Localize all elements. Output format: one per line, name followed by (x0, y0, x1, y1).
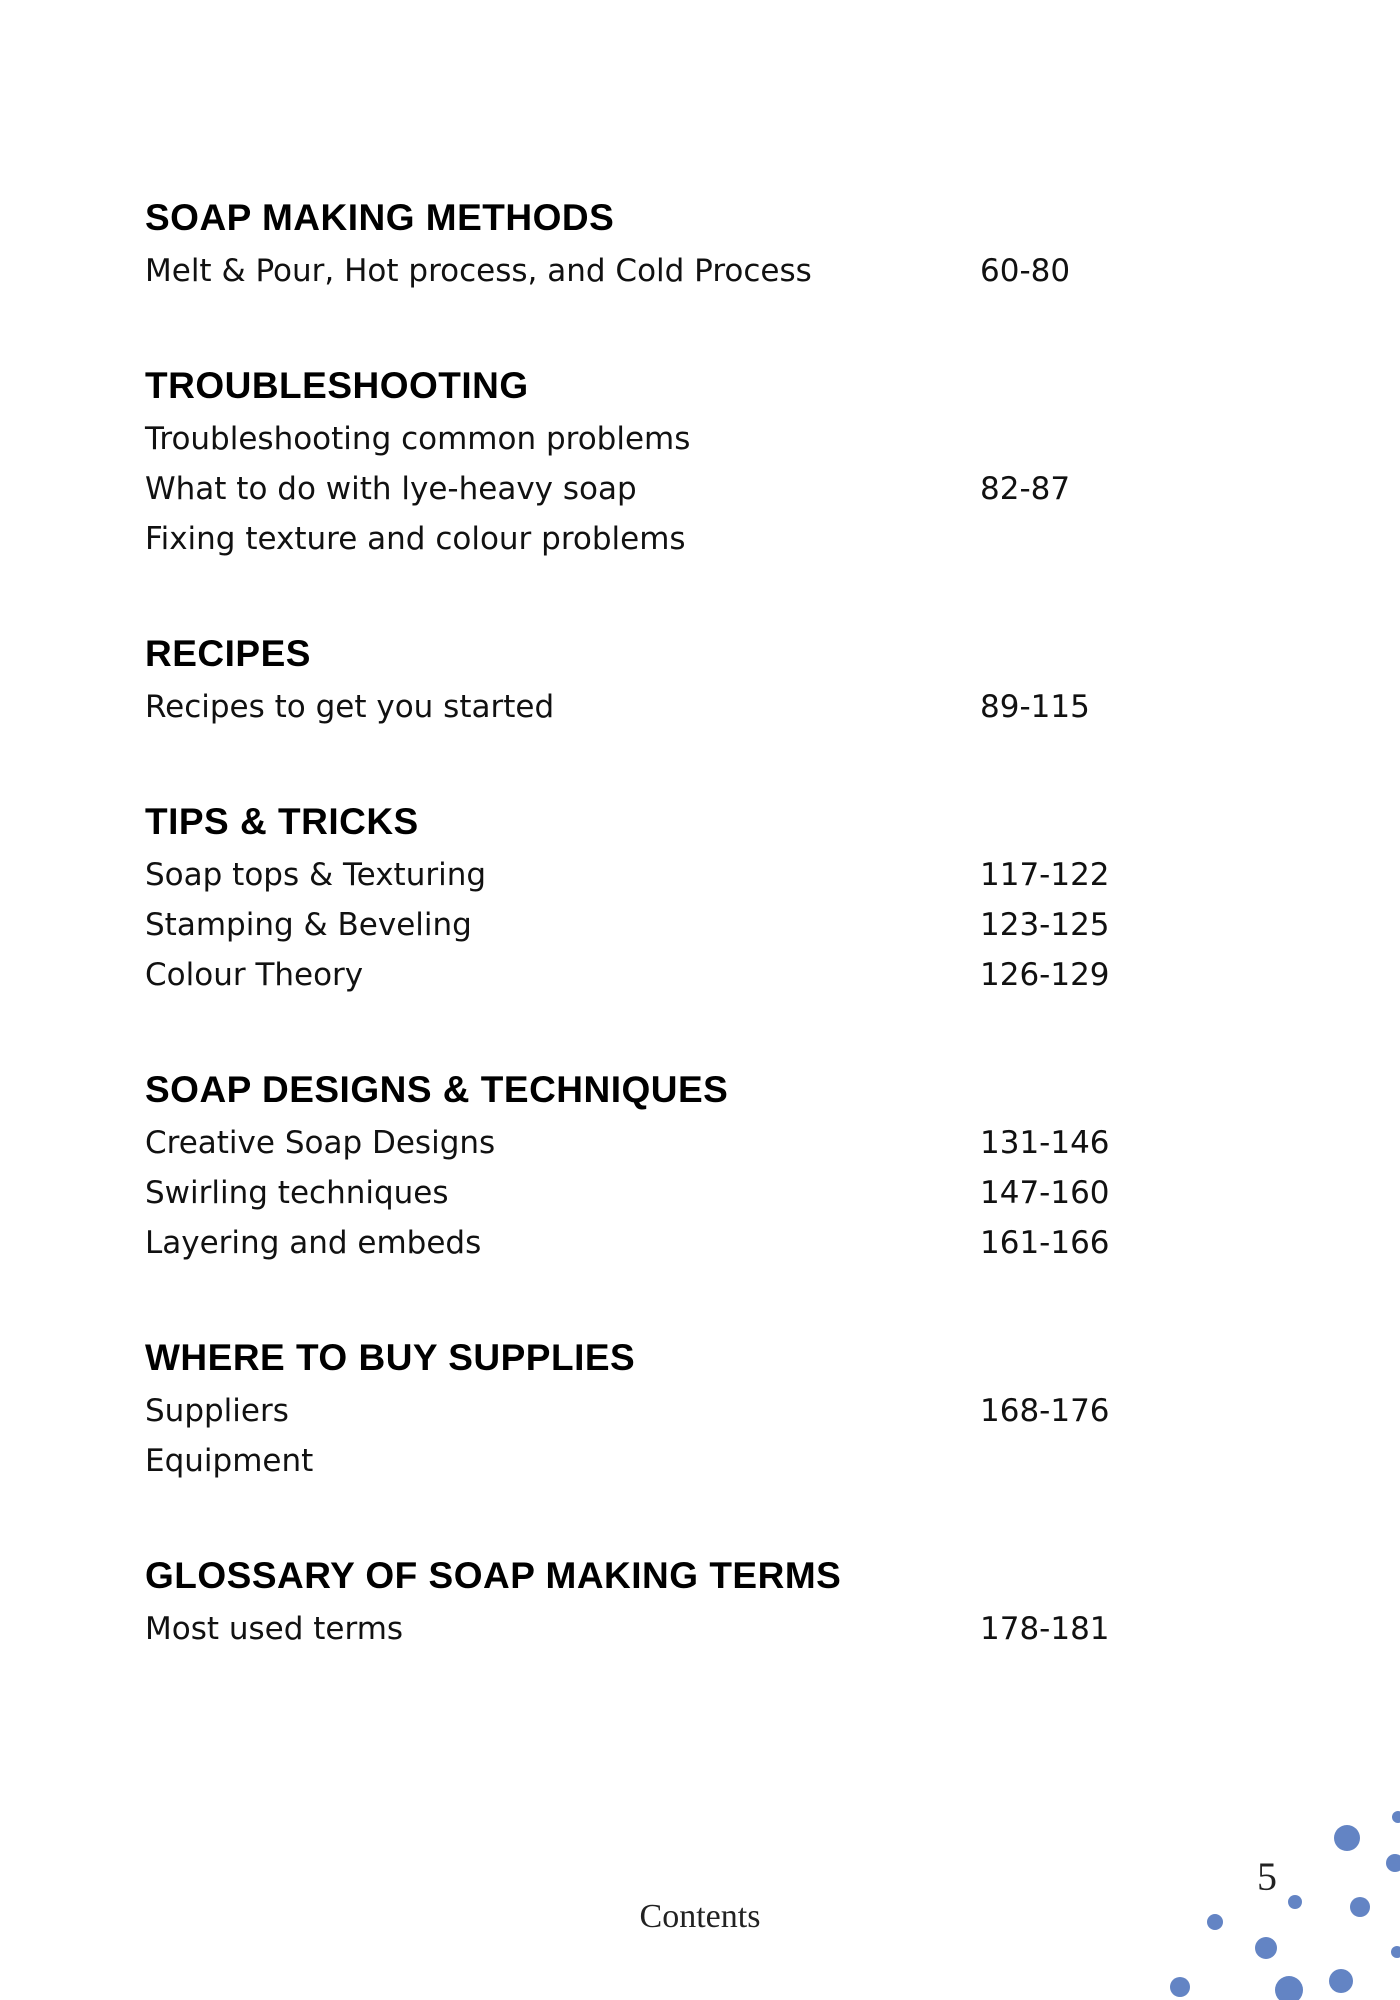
entry-label: Troubleshooting common problems (145, 421, 691, 457)
section-title: TROUBLESHOOTING (145, 365, 529, 406)
section-title: TIPS & TRICKS (145, 801, 419, 842)
entry-pages: 126-129 (980, 957, 1110, 993)
decorative-dot (1392, 1811, 1400, 1823)
entry-pages: 147-160 (980, 1175, 1110, 1211)
entry-pages: 161-166 (980, 1225, 1110, 1261)
entry-pages: 89-115 (980, 689, 1090, 725)
entry-label: Most used terms (145, 1611, 404, 1647)
entry-label: Equipment (145, 1443, 314, 1479)
section-title: RECIPES (145, 633, 311, 674)
toc-section (145, 358, 1145, 564)
entry-label: Stamping & Beveling (145, 907, 472, 943)
toc-section (145, 626, 1145, 732)
toc-section (145, 1062, 1145, 1268)
entry-pages: 82-87 (980, 471, 1071, 507)
toc-entry (145, 950, 1145, 1000)
section-title: SOAP DESIGNS & TECHNIQUES (145, 1069, 729, 1110)
entry-label: Creative Soap Designs (145, 1125, 496, 1161)
decorative-dot (1386, 1854, 1400, 1872)
entry-label: Soap tops & Texturing (145, 857, 487, 893)
decorative-dot (1255, 1937, 1277, 1959)
table-of-contents (145, 190, 1145, 1716)
entry-label: Suppliers (145, 1393, 289, 1429)
entry-pages: 178-181 (980, 1611, 1110, 1647)
toc-entry (145, 1604, 1145, 1654)
entry-pages: 131-146 (980, 1125, 1110, 1161)
toc-entry (145, 1118, 1145, 1168)
toc-section (145, 1330, 1145, 1486)
decorative-dot (1329, 1969, 1353, 1993)
entry-label: Colour Theory (145, 957, 364, 993)
entry-label: Fixing texture and colour problems (145, 521, 686, 557)
toc-entry (145, 850, 1145, 900)
toc-entry (145, 1386, 1145, 1436)
toc-entry (145, 900, 1145, 950)
toc-section (145, 1548, 1145, 1654)
toc-entry (145, 682, 1145, 732)
toc-entry (145, 1218, 1145, 1268)
section-title: SOAP MAKING METHODS (145, 197, 615, 238)
entry-pages: 123-125 (980, 907, 1110, 943)
decorative-dot (1170, 1977, 1190, 1997)
toc-entry (145, 246, 1145, 296)
section-title: GLOSSARY OF SOAP MAKING TERMS (145, 1555, 842, 1596)
entry-label: Swirling techniques (145, 1175, 449, 1211)
section-title: WHERE TO BUY SUPPLIES (145, 1337, 636, 1378)
toc-entry (145, 514, 1145, 564)
decorative-dot (1391, 1946, 1400, 1958)
entry-label: Melt & Pour, Hot process, and Cold Process (145, 253, 812, 289)
toc-section (145, 794, 1145, 1000)
entry-label: Layering and embeds (145, 1225, 482, 1261)
entry-pages: 117-122 (980, 857, 1110, 893)
decorative-dot (1334, 1825, 1360, 1851)
page-number: 5 (1257, 1854, 1277, 1899)
toc-entry (145, 1436, 1145, 1486)
entry-pages: 168-176 (980, 1393, 1110, 1429)
toc-entry (145, 414, 1145, 464)
toc-section (145, 190, 1145, 296)
entry-label: Recipes to get you started (145, 689, 555, 725)
footer-label: Contents (639, 1898, 761, 1935)
toc-entry (145, 1168, 1145, 1218)
decorative-dot (1275, 1976, 1303, 2000)
entry-label: What to do with lye-heavy soap (145, 471, 637, 507)
entry-pages: 60-80 (980, 253, 1071, 289)
toc-entry (145, 464, 1145, 514)
